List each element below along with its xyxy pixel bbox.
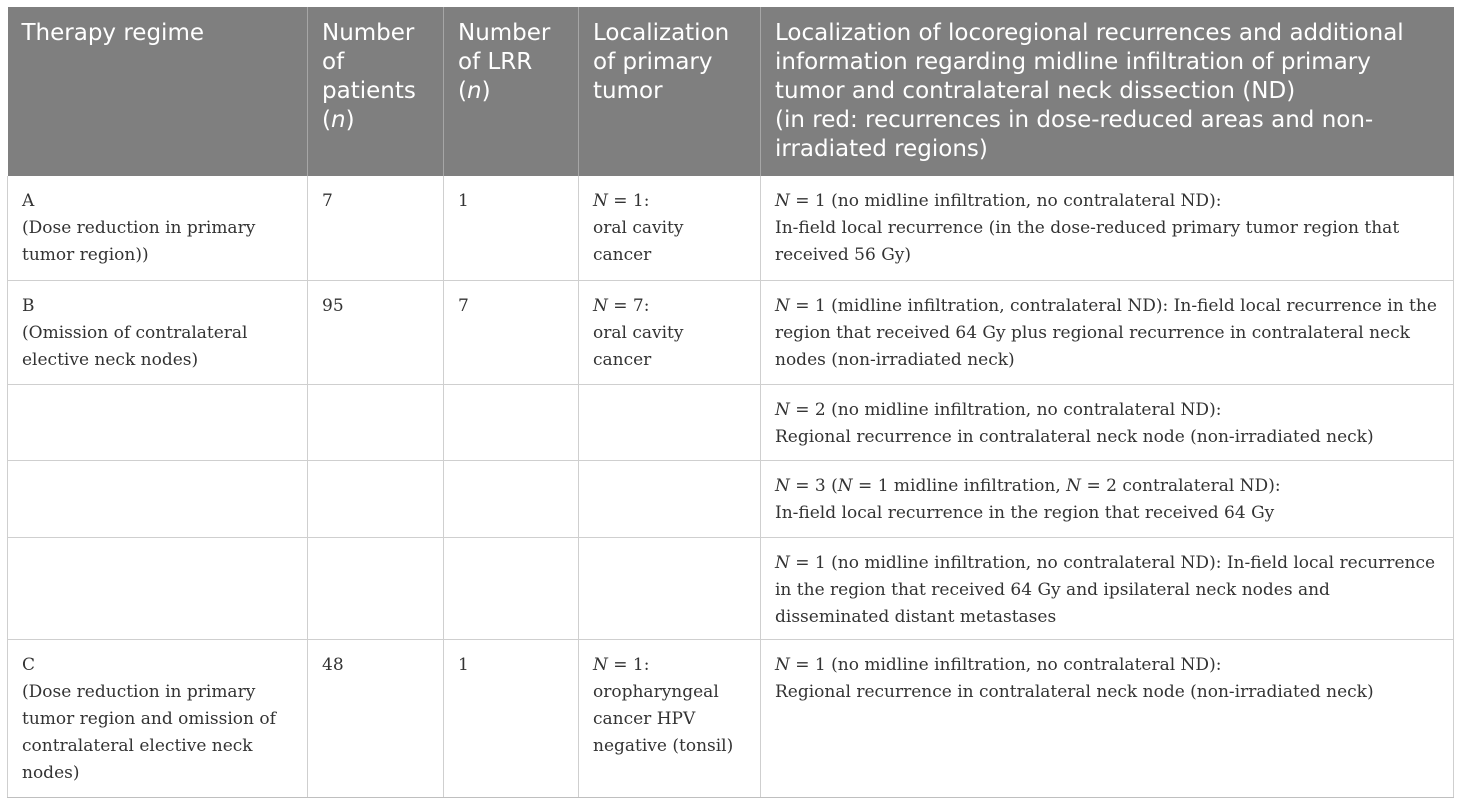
- cell-recurrence: N = 2 (no midline infiltration, no contralateral ND): Regional recurrence in contralateral neck node (non-irradiated neck): [761, 384, 1454, 460]
- cell-primary: N = 7: oral cavity cancer: [579, 280, 761, 384]
- cell-primary: [579, 460, 761, 537]
- cell-primary: [579, 537, 761, 639]
- table-row: [8, 176, 1454, 280]
- cell-therapy-regime: B (Omission of contralateral elective neck nodes): [8, 280, 308, 384]
- table-row: [8, 460, 1454, 537]
- header-number-of-lrr: Number of LRR (n): [444, 7, 579, 176]
- table-row: [8, 384, 1454, 460]
- cell-primary: N = 1: oral cavity cancer: [579, 176, 761, 280]
- cell-lrr: 1: [444, 176, 579, 280]
- table-row: [8, 639, 1454, 797]
- cell-patients: [308, 537, 444, 639]
- cell-recurrence: N = 1 (no midline infiltration, no contralateral ND): In-field local recurrence in the region that received 64 Gy and ipsilateral neck nodes and disseminated distant metastases: [761, 537, 1454, 639]
- cell-recurrence: N = 1 (midline infiltration, contralateral ND): In-field local recurrence in the region that received 64 Gy plus regional recurrence in contralateral neck nodes (non-irradiated neck): [761, 280, 1454, 384]
- table-row: [8, 537, 1454, 639]
- cell-primary: [579, 384, 761, 460]
- cell-patients: 7: [308, 176, 444, 280]
- cell-lrr: 7: [444, 280, 579, 384]
- cell-patients: [308, 384, 444, 460]
- cell-recurrence: N = 1 (no midline infiltration, no contralateral ND): In-field local recurrence (in the dose-reduced primary tumor region that received 56 Gy): [761, 176, 1454, 280]
- recurrence-table: [7, 7, 1454, 798]
- cell-recurrence: N = 3 (N = 1 midline infiltration, N = 2 contralateral ND): In-field local recurrence in the region that received 64 Gy: [761, 460, 1454, 537]
- cell-patients: 48: [308, 639, 444, 797]
- cell-primary: N = 1: oropharyngeal cancer HPV negative (tonsil): [579, 639, 761, 797]
- cell-therapy-regime: C (Dose reduction in primary tumor region and omission of contralateral elective neck nodes): [8, 639, 308, 797]
- cell-lrr: [444, 537, 579, 639]
- cell-recurrence: N = 1 (no midline infiltration, no contralateral ND): Regional recurrence in contralateral neck node (non-irradiated neck): [761, 639, 1454, 797]
- cell-lrr: [444, 384, 579, 460]
- cell-therapy-regime: [8, 537, 308, 639]
- header-primary-localization: Localization of primary tumor: [579, 7, 761, 176]
- cell-therapy-regime: [8, 460, 308, 537]
- cell-therapy-regime: [8, 384, 308, 460]
- header-therapy-regime: Therapy regime: [8, 7, 308, 176]
- cell-patients: [308, 460, 444, 537]
- header-row: [8, 7, 1454, 176]
- header-recurrence-localization: Localization of locoregional recurrences and additional information regarding midline infiltration of primary tumor and contralateral neck dissection (ND) (in red: recurrences in dose-reduced areas and non-irradiated regions): [761, 7, 1454, 176]
- cell-lrr: 1: [444, 639, 579, 797]
- table-row: [8, 280, 1454, 384]
- cell-lrr: [444, 460, 579, 537]
- cell-patients: 95: [308, 280, 444, 384]
- cell-therapy-regime: A (Dose reduction in primary tumor region)): [8, 176, 308, 280]
- header-number-of-patients: Number of patients (n): [308, 7, 444, 176]
